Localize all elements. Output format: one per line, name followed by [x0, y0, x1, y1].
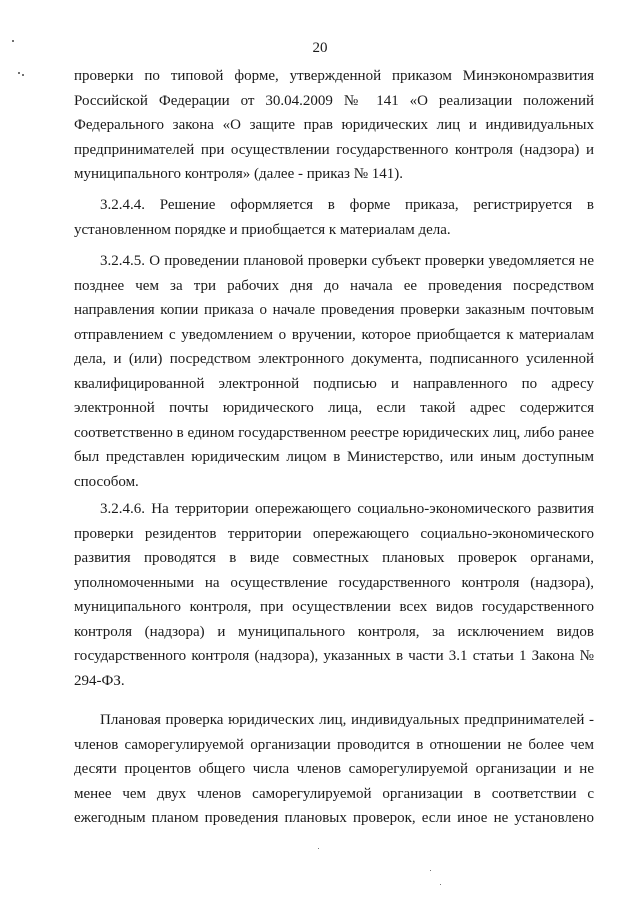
text-line: был представлен юридическим лицом в Министерство, или иным доступным	[74, 449, 594, 465]
text-line: соответственно в едином государственном реестре юридических лиц, либо ранее	[74, 424, 594, 441]
text-line: 3.2.4.6. На территории опережающего социально-экономического развития	[100, 501, 594, 517]
scan-speck	[318, 848, 319, 849]
text-line: квалифицированной электронной подписью и направленного по адресу	[74, 375, 594, 392]
text-line: Федерального закона «О защите прав юридических лиц и индивидуальных	[74, 117, 594, 133]
page-number: 20	[312, 40, 328, 56]
scan-speck	[22, 74, 24, 76]
paragraph-3-2-4-4	[74, 193, 594, 242]
text-line: членов саморегулируемой организации проводится в отношении не более чем	[74, 736, 594, 753]
text-line: государственного контроля (надзора), указанных в части 3.1 статьи 1 Закона №	[74, 648, 594, 664]
paragraph-continuation	[74, 64, 594, 187]
text-line: ежегодным планом проведения плановых проверок, если иное не установлено	[74, 810, 594, 826]
text-line: электронной почты юридического лица, если такой адрес содержится	[74, 400, 594, 416]
text-line: уполномоченными на осуществление государственного контроля (надзора),	[74, 574, 594, 591]
text-line: муниципального контроля, при осуществлении всех видов государственного	[74, 599, 594, 615]
text-line: 3.2.4.4. Решение оформляется в форме приказа, регистрируется в	[100, 197, 594, 213]
scan-speck	[18, 72, 20, 74]
text-line: направления копии приказа о начале проведения проверки заказным почтовым	[74, 302, 594, 318]
text-line: позднее чем за три рабочих дня до начала ее проведения посредством	[74, 277, 594, 294]
text-line: способом.	[74, 473, 139, 490]
text-line: контроля (надзора) и муниципального контроля, за исключением видов	[74, 623, 594, 640]
text-line: Плановая проверка юридических лиц, индивидуальных предпринимателей -	[100, 712, 594, 728]
text-line: муниципального контроля» (далее - приказ № 141).	[74, 166, 403, 182]
text-line: установленном порядке и приобщается к материалам дела.	[74, 221, 451, 238]
text-line: отправлением с уведомлением о вручении, которое приобщается к материалам	[74, 326, 594, 343]
text-line: 294-ФЗ.	[74, 672, 125, 689]
text-line: десяти процентов общего числа членов саморегулируемой организации и не	[74, 761, 594, 777]
text-line: Российской Федерации от 30.04.2009 № 141 «О реализации положений	[74, 92, 594, 109]
scan-speck	[12, 40, 14, 42]
text-line: развития проводятся в виде совместных плановых проверок органами,	[74, 550, 594, 566]
paragraph-3-2-4-6	[74, 497, 594, 693]
text-line: предпринимателей при осуществлении государственного контроля (надзора) и	[74, 141, 594, 158]
text-line: дела, и (или) посредством электронного документа, подписанного усиленной	[74, 351, 594, 367]
scan-speck	[430, 870, 431, 871]
paragraph-planned-inspection	[74, 708, 594, 831]
paragraph-3-2-4-5	[74, 249, 594, 494]
scan-speck	[440, 884, 441, 885]
text-line: проверки по типовой форме, утвержденной приказом Минэкономразвития	[74, 68, 594, 84]
text-line: 3.2.4.5. О проведении плановой проверки субъект проверки уведомляется не	[100, 253, 594, 269]
text-line: менее чем двух членов саморегулируемой организации в соответствии с	[74, 785, 594, 802]
text-line: проверки резидентов территории опережающего социально-экономического	[74, 525, 594, 542]
